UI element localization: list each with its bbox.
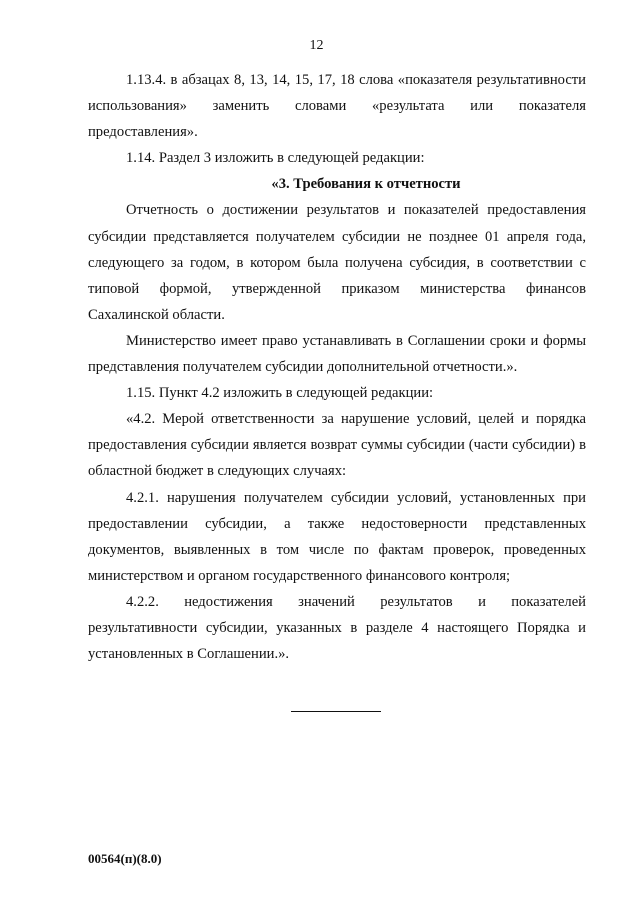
paragraph-4-2: «4.2. Мерой ответственности за нарушение условий, целей и порядка предоставления субсидии является возврат суммы субсидии (части субсидии) в областной бюджет в следующих случаях: <box>88 411 586 480</box>
document-body <box>88 67 586 667</box>
page-number: 12 <box>309 38 324 53</box>
document-code: 00564(п)(8.0) <box>88 851 162 866</box>
paragraph-reporting: Отчетность о достижении результатов и показателей предоставления субсидии представляется получателем субсидии не позднее 01 апреля года, следующего за годом, в котором была получена субсидия, в соответствии с типовой формой, утвержденной приказом министерства финансов Сахалинской области. <box>88 202 586 323</box>
section-3-heading: «3. Требования к отчетности <box>271 176 461 193</box>
paragraph-4-2-1: 4.2.1. нарушения получателем субсидии условий, установленных при предоставлении субсидии, а также недостоверности представленных документов, выявленных в том числе по фактам проверок, проведенных министерством и органом государственного финансового контроля; <box>88 489 586 584</box>
paragraph-4-2-2: 4.2.2. недостижения значений результатов и показателей результативности субсидии, указанных в разделе 4 настоящего Порядка и установленных в Соглашении.». <box>88 593 586 663</box>
paragraph-ministry-rights: Министерство имеет право устанавливать в Соглашении сроки и формы представления получателем субсидии дополнительной отчетности.». <box>88 332 586 376</box>
paragraph-1-14: 1.14. Раздел 3 изложить в следующей редакции: <box>126 150 425 167</box>
paragraph-1-13-4: 1.13.4. в абзацах 8, 13, 14, 15, 17, 18 слова «показателя результативности использования» заменить словами «результата или показателя предоставления». <box>88 72 586 141</box>
paragraph-1-15: 1.15. Пункт 4.2 изложить в следующей редакции: <box>126 385 434 402</box>
end-divider <box>291 711 381 712</box>
